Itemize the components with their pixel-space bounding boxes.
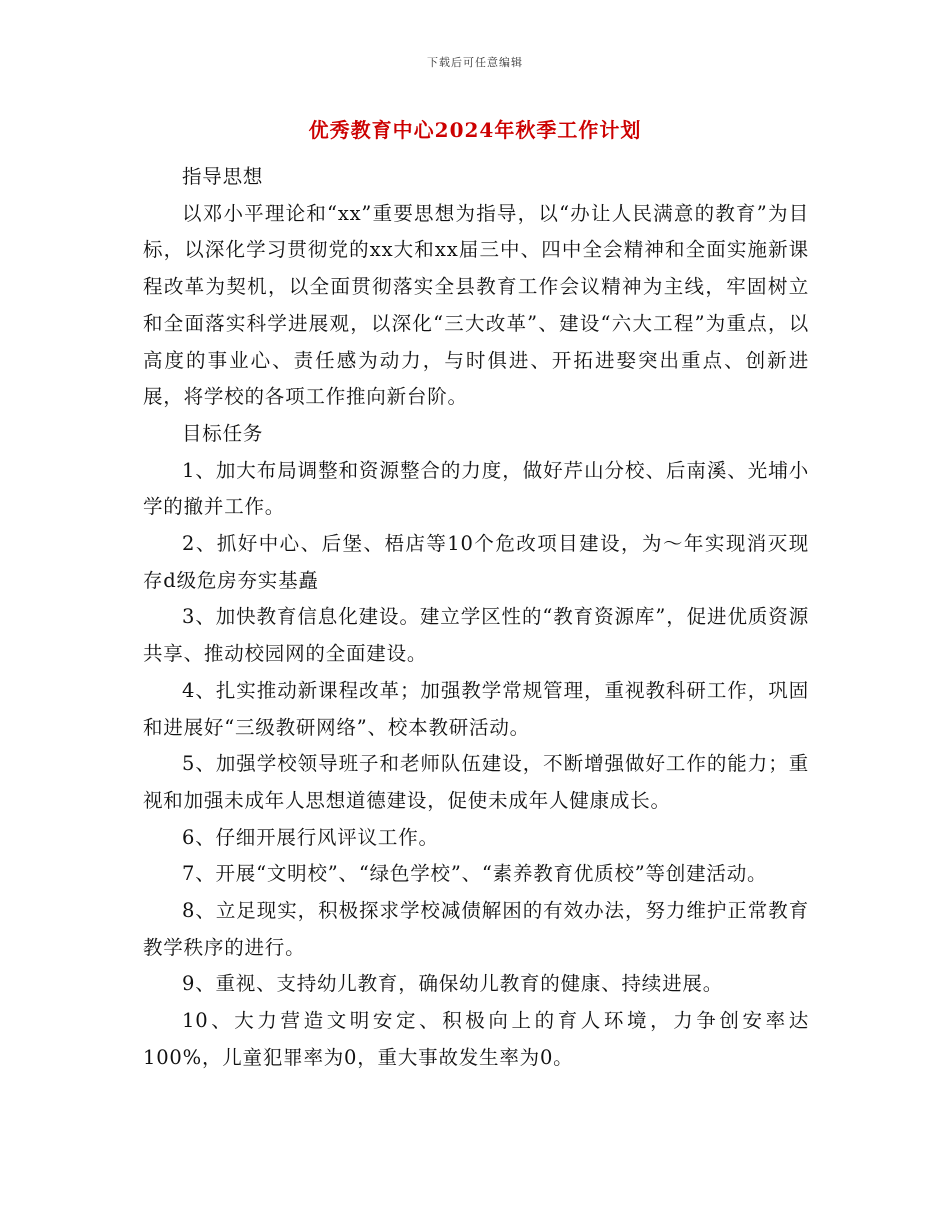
list-item-5: 5、加强学校领导班子和老师队伍建设，不断增强做好工作的能力；重视和加强未成年人思想道德建设，促使未成年人健康成长。 <box>143 752 809 812</box>
list-item-8: 8、立足现实，积极探求学校减债解困的有效办法，努力维护正常教育教学秩序的进行。 <box>143 899 809 959</box>
list-item-9: 9、重视、支持幼儿教育，确保幼儿教育的健康、持续进展。 <box>182 972 724 996</box>
page-header-note: 下载后可任意编辑 <box>427 56 523 69</box>
list-item-4: 4、扎实推动新课程改革；加强教学常规管理，重视教科研工作，巩固和进展好“三级教研网络”、校本教研活动。 <box>143 678 809 739</box>
list-item-6: 6、仔细开展行风评议工作。 <box>182 825 439 849</box>
section-heading-guiding: 指导思想 <box>182 165 264 188</box>
list-item-10: 10、大力营造文明安定、积极向上的育人环境，力争创安率达100%，儿童犯罪率为0，重大事故发生率为0。 <box>143 1009 809 1069</box>
list-item-3: 3、加快教育信息化建设。建立学区性的“教育资源库”，促进优质资源共享、推动校园网的全面建设。 <box>143 605 809 666</box>
list-item-2: 2、抓好中心、后堡、梧店等10个危改项目建设，为～年实现消灭现存d级危房夯实基矗 <box>143 532 809 592</box>
section-heading-goals: 目标任务 <box>182 421 264 445</box>
list-item-1: 1、加大布局调整和资源整合的力度，做好芹山分校、后南溪、光埔小学的撤并工作。 <box>143 458 809 519</box>
document-title: 优秀教育中心2024年秋季工作计划 <box>308 118 642 142</box>
paragraph-guiding-thought: 以邓小平理论和“xx”重要思想为指导，以“办让人民满意的教育”为目标，以深化学习贯彻党的xx大和xx届三中、四中全会精神和全面实施新课程改革为契机，以全面贯彻落实全县教育工作会议精神为主线，牢固树立和全面落实科学进展观，以深化“三大改革”、建设“六大工程”为重点，以高度的事业心、责任感为动力，与时俱进、开拓进娶突出重点、创新进展，将学校的各项工作推向新台阶。 <box>143 201 809 409</box>
document-body <box>143 159 809 1077</box>
list-item-7: 7、开展“文明校”、“绿色学校”、“素养教育优质校”等创建活动。 <box>182 862 768 886</box>
